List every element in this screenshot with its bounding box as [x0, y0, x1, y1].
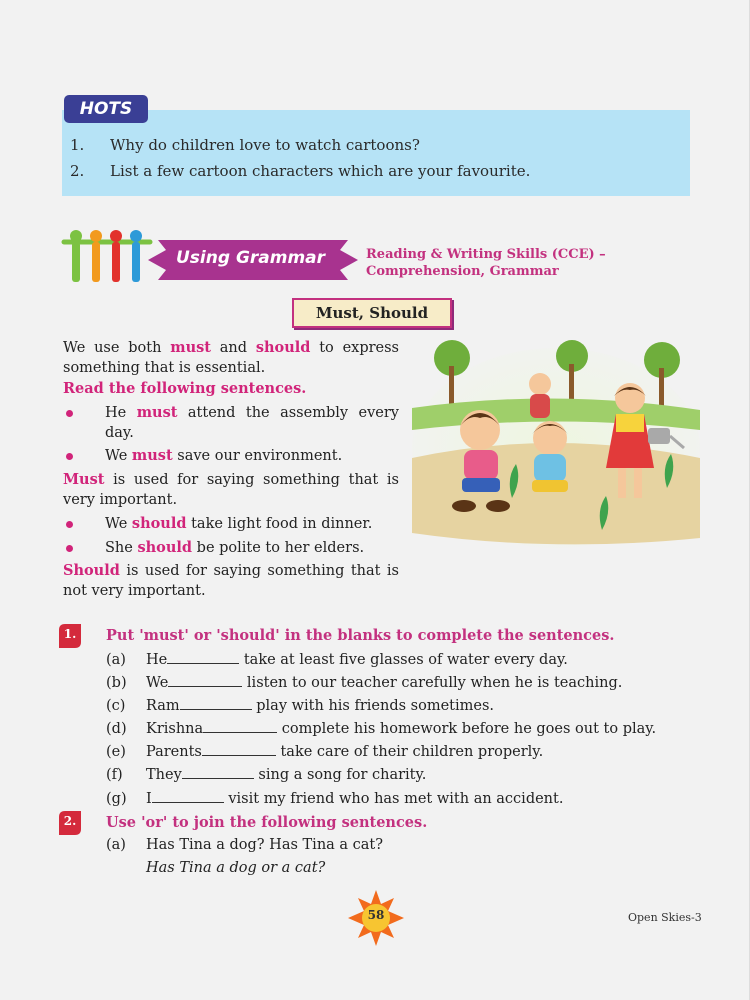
- grammar-banner-title: Using Grammar: [176, 248, 326, 268]
- hots-tag: HOTS: [64, 95, 148, 123]
- exercise-1-title: Put 'must' or 'should' in the blanks to complete the sentences.: [106, 627, 615, 644]
- exercise-item: (c) Ram play with his friends sometimes.: [106, 698, 495, 714]
- book-title: Open Skies-3: [628, 911, 702, 924]
- exercise-item: (d) Krishna complete his homework before he goes out to play.: [106, 721, 657, 737]
- exercise-item: (a) Has Tina a dog? Has Tina a cat?: [106, 837, 384, 853]
- bullet-icon: [66, 521, 73, 528]
- bullet-icon: [66, 410, 73, 417]
- exercise-item: (a) He take at least five glasses of water every day.: [106, 652, 568, 668]
- blank-field[interactable]: [180, 697, 252, 710]
- exercise-item: (e) Parents take care of their children properly.: [106, 744, 544, 760]
- exercise-2-title: Use 'or' to join the following sentences.: [106, 814, 428, 831]
- exercise-answer: Has Tina a dog or a cat?: [146, 860, 326, 876]
- bullet-item: He must attend the assembly every day.: [63, 403, 399, 443]
- children-planting-illustration: [412, 338, 700, 550]
- bullet-item: She should be polite to her elders.: [63, 538, 399, 558]
- exercise-item: (g) I visit my friend who has met with an accident.: [106, 791, 564, 807]
- blank-field[interactable]: [152, 790, 224, 803]
- bullet-item: We must save our environment.: [63, 446, 399, 466]
- read-heading: Read the following sentences.: [63, 380, 307, 397]
- blank-field[interactable]: [167, 651, 239, 664]
- hots-question-2: 2. List a few cartoon characters which are your favourite.: [70, 162, 531, 180]
- exercise-1-number: 1.: [63, 627, 77, 641]
- page-number: 58: [367, 908, 385, 922]
- kids-logo-icon: [60, 228, 154, 286]
- exercise-item: (b) We listen to our teacher carefully when he is teaching.: [106, 675, 623, 691]
- bullet-icon: [66, 453, 73, 460]
- must-definition: Must is used for saying something that is very important.: [63, 471, 399, 508]
- blank-field[interactable]: [182, 766, 254, 779]
- intro-paragraph: We use both must and should to express something that is essential.: [63, 339, 400, 376]
- bullet-item: We should take light food in dinner.: [63, 514, 399, 534]
- blank-field[interactable]: [168, 674, 242, 687]
- should-definition: Should is used for saying something that is not very important.: [63, 562, 399, 599]
- skills-label: Reading & Writing Skills (CCE) – Comprehension, Grammar: [366, 247, 606, 279]
- bullet-icon: [66, 545, 73, 552]
- exercise-2-number: 2.: [63, 814, 77, 828]
- exercise-item: (f) They sing a song for charity.: [106, 767, 427, 783]
- blank-field[interactable]: [202, 743, 276, 756]
- topic-title: Must, Should: [292, 298, 452, 328]
- hots-question-1: 1. Why do children love to watch cartoons?: [70, 136, 420, 154]
- blank-field[interactable]: [203, 720, 277, 733]
